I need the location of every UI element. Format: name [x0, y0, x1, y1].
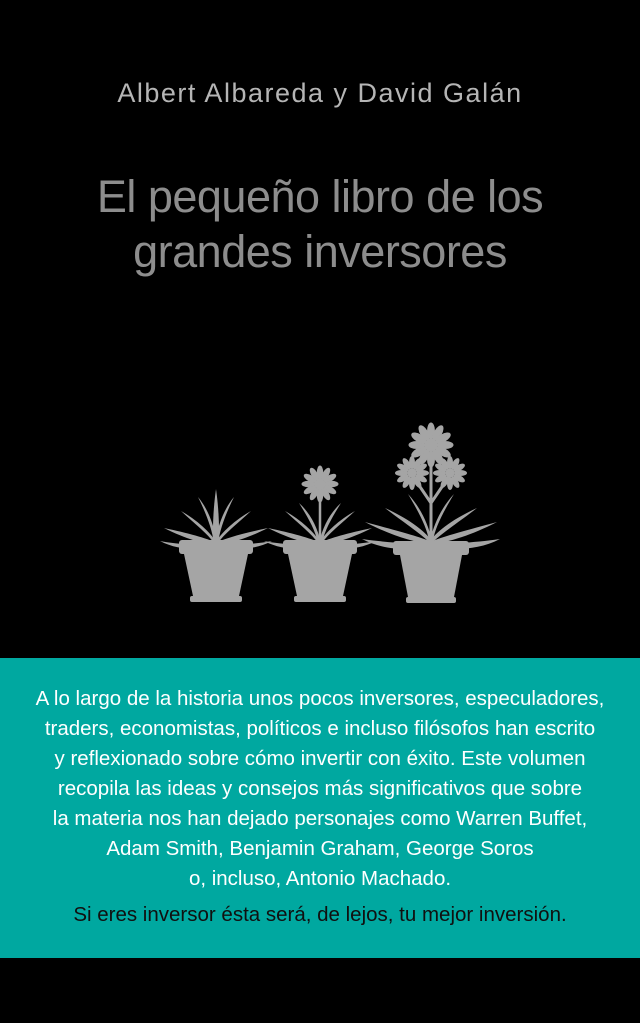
description-line: la materia nos han dejado personajes como Warren Buffet,	[52, 807, 588, 830]
flower-pot	[283, 540, 357, 602]
title-line-2: grandes inversores	[133, 225, 507, 277]
description-band	[0, 658, 640, 958]
description-line: y reflexionado sobre cómo invertir con éxito. Este volumen	[54, 747, 586, 770]
description-line: o, incluso, Antonio Machado.	[188, 867, 452, 890]
title-line-1: El pequeño libro de los	[96, 171, 544, 222]
flower-icon	[302, 466, 339, 503]
flower-pot	[393, 541, 469, 603]
bottom-black-strip	[0, 958, 640, 1023]
potted-plant-leaves-icon	[156, 393, 276, 603]
potted-plant-three-flowers-icon	[356, 381, 506, 603]
description-text	[0, 658, 640, 894]
description-line: Adam Smith, Benjamin Graham, George Soros	[106, 837, 534, 860]
flower-icon	[409, 423, 454, 468]
flower-pot	[179, 540, 253, 602]
description-line: recopila las ideas y consejos más significativos que sobre	[57, 777, 583, 800]
tagline: Si eres inversor ésta será, de lejos, tu mejor inversión.	[73, 903, 567, 926]
description-line: A lo largo de la historia unos pocos inversores, especuladores,	[35, 687, 605, 710]
description-line: traders, economistas, políticos e incluso filósofos han escrito	[44, 717, 596, 740]
author-line: Albert Albareda y David Galán	[117, 78, 523, 108]
